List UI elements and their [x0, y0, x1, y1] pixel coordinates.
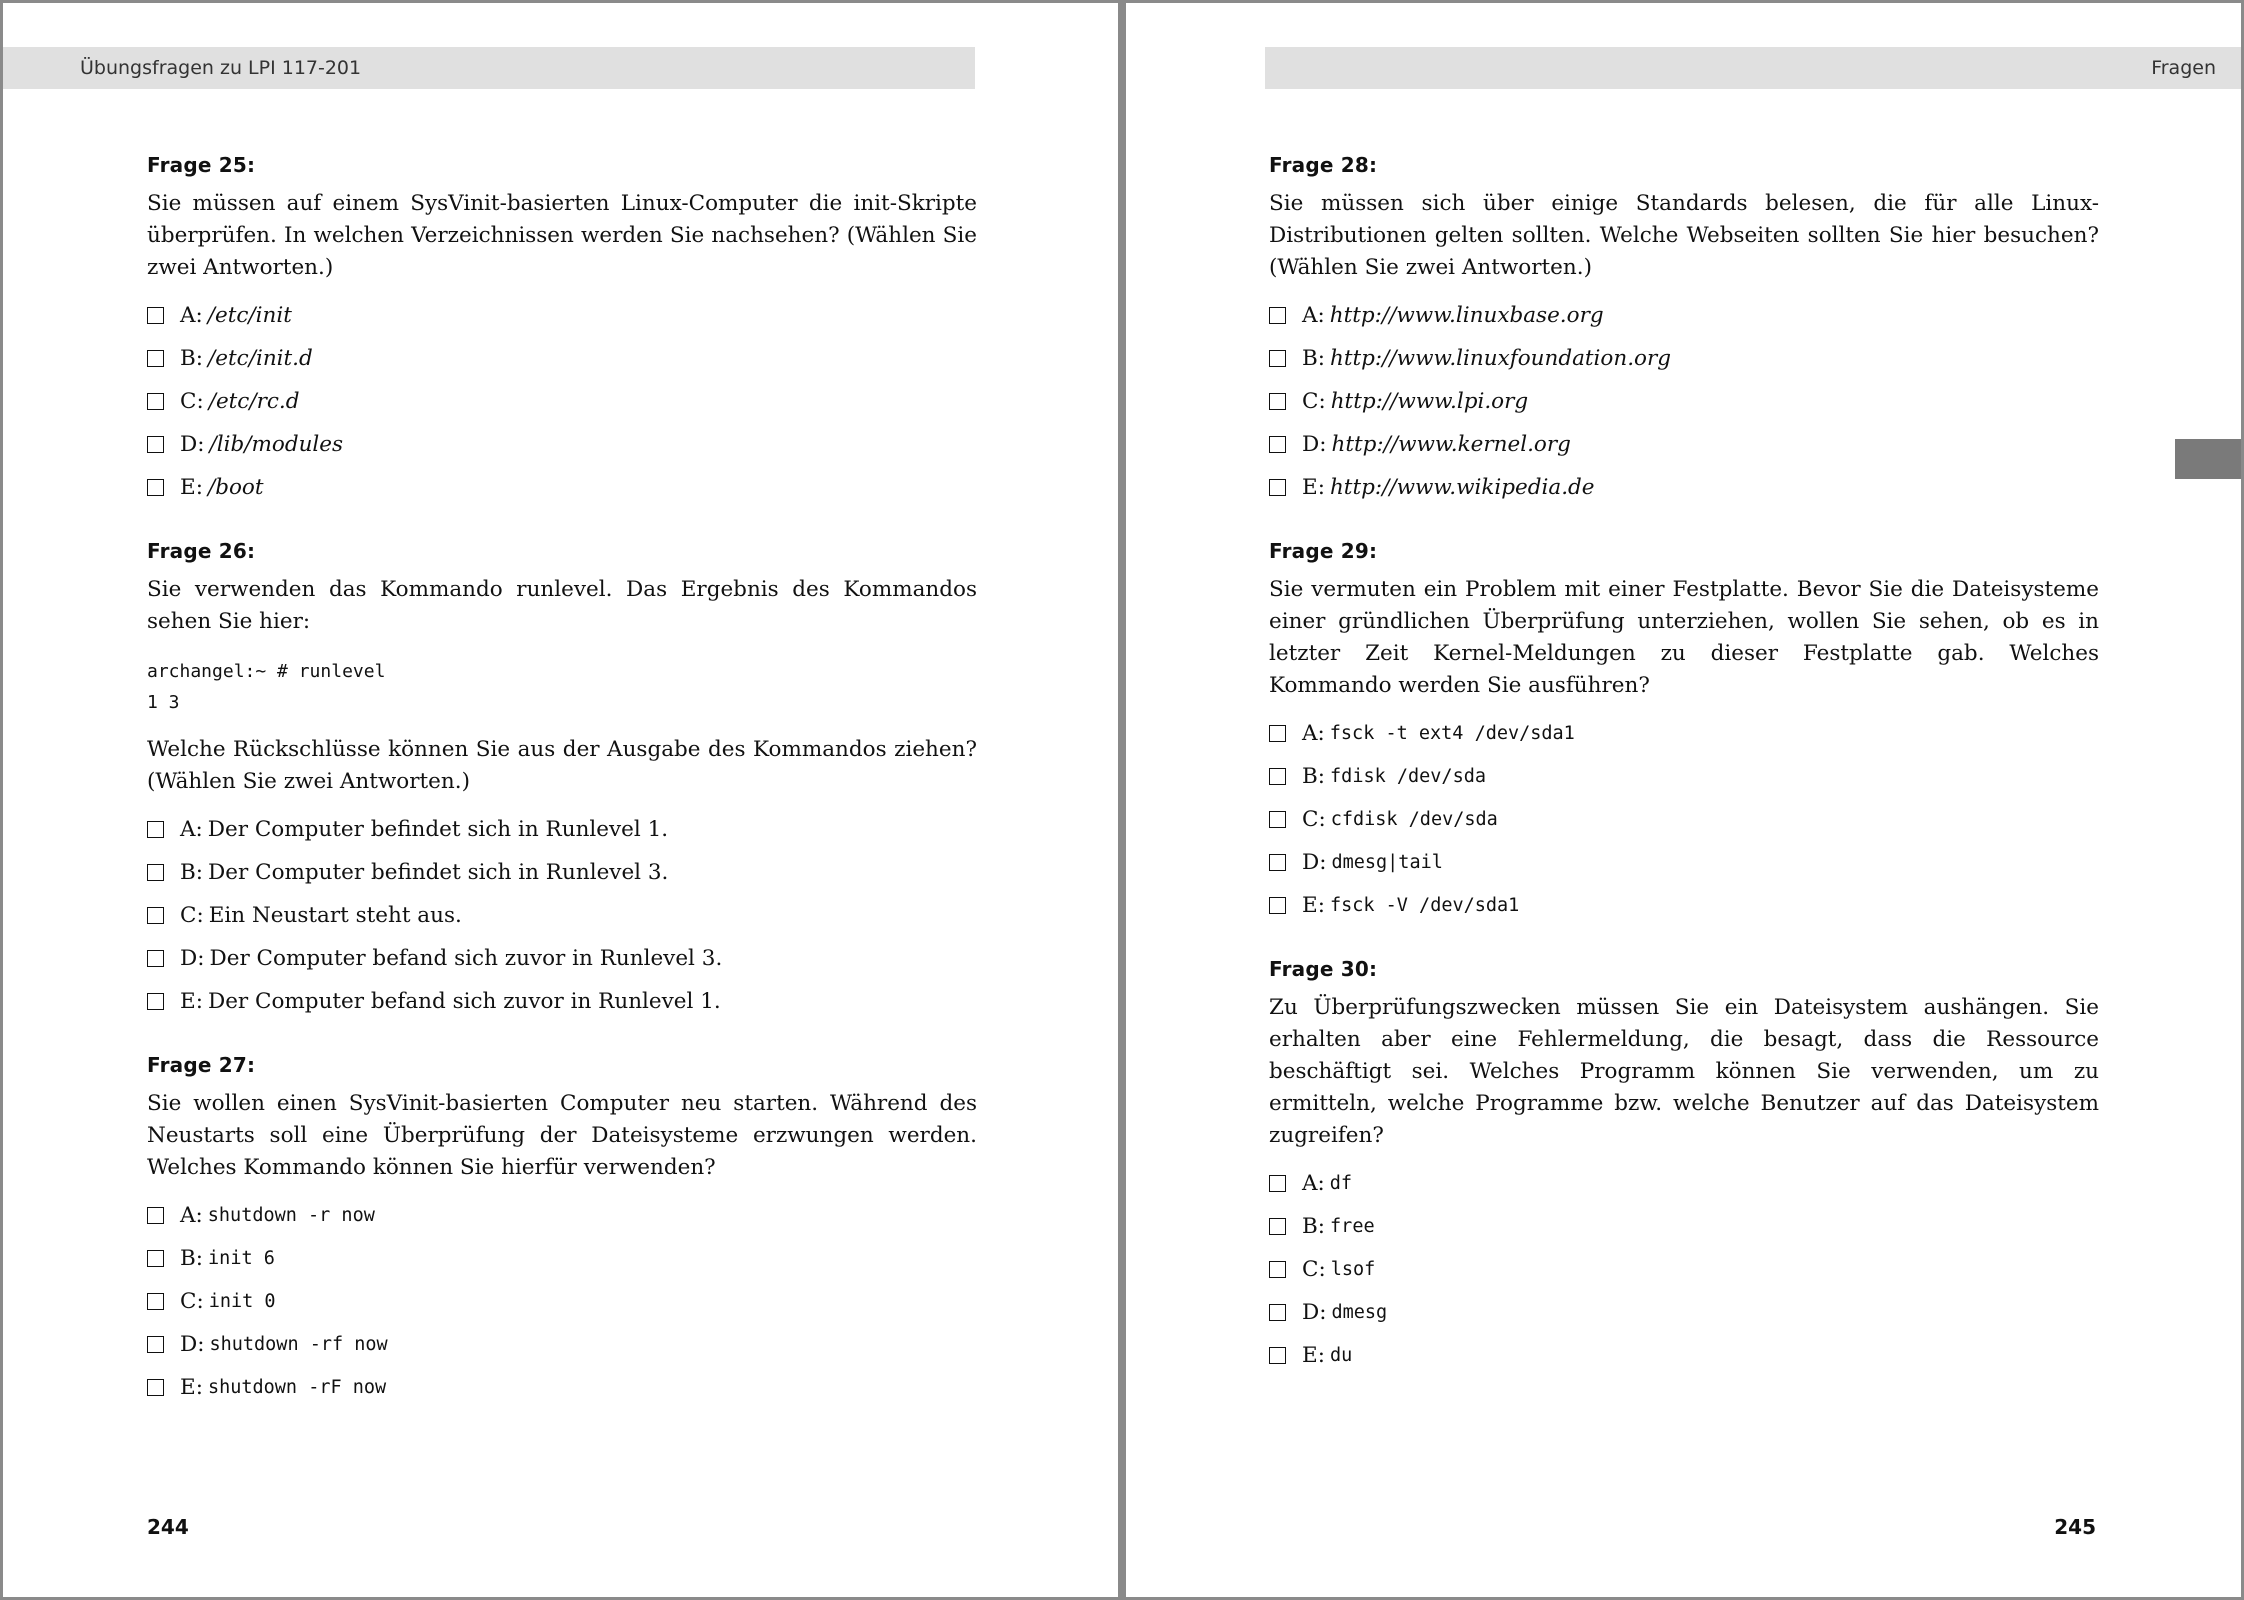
answer-option[interactable]: E: shutdown -rF now [147, 1366, 977, 1409]
question-title: Frage 28: [1269, 153, 1378, 177]
question-text: Zu Überprüfungszwecken müssen Sie ein Dateisystem aushängen. Sie erhalten aber eine Fehlermeldung, die besagt, dass die Ressource beschäftigt sei. Welches Programm können Sie verwenden, um zu ermitteln, welche Programme bzw. welche Benutzer auf das Dateisystem zugreifen? [1269, 995, 2099, 1148]
questions-column [1269, 151, 2099, 1405]
checkbox[interactable] [147, 864, 164, 881]
checkbox[interactable] [147, 993, 164, 1010]
question-text: Sie wollen einen SysVinit-basierten Computer neu starten. Während des Neustarts soll eine Überprüfung der Dateisysteme erzwungen werden. Welches Kommando können Sie hierfür verwenden? [147, 1091, 977, 1180]
option-value: Der Computer befindet sich in Runlevel 3. [208, 859, 669, 885]
option-value: Der Computer befand sich zuvor in Runlevel 3. [209, 945, 723, 971]
question-30 [1269, 955, 2099, 1377]
question-28 [1269, 151, 2099, 509]
checkbox[interactable] [147, 1336, 164, 1353]
answer-option[interactable]: D: shutdown -rf now [147, 1323, 977, 1366]
option-value: shutdown -r now [207, 1204, 375, 1226]
answer-option[interactable]: A: http://www.linuxbase.org [1269, 294, 2099, 337]
page-number: 245 [2054, 1515, 2096, 1539]
checkbox[interactable] [147, 350, 164, 367]
answer-option[interactable]: C: cfdisk /dev/sda [1269, 798, 2099, 841]
answer-option[interactable]: C: init 0 [147, 1280, 977, 1323]
option-value: dmesg [1331, 1301, 1388, 1323]
checkbox[interactable] [1269, 768, 1286, 785]
option-value: init 6 [208, 1247, 275, 1269]
answer-option[interactable]: B: fdisk /dev/sda [1269, 755, 2099, 798]
answer-option[interactable]: A: Der Computer befindet sich in Runlevel 1. [147, 808, 977, 851]
option-value: cfdisk /dev/sda [1330, 808, 1498, 830]
checkbox[interactable] [1269, 897, 1286, 914]
answer-option[interactable]: E: Der Computer befand sich zuvor in Runlevel 1. [147, 980, 977, 1023]
option-value: Der Computer befindet sich in Runlevel 1. [207, 816, 669, 842]
question-title: Frage 27: [147, 1053, 256, 1077]
option-value: http://www.linuxfoundation.org [1330, 345, 1672, 371]
checkbox[interactable] [147, 436, 164, 453]
question-title: Frage 25: [147, 153, 256, 177]
question-text: Sie müssen auf einem SysVinit-basierten Linux-Computer die init-Skripte überprüfen. In welchen Verzeichnissen werden Sie nachsehen? (Wählen Sie zwei Antworten.) [147, 191, 977, 280]
checkbox[interactable] [1269, 1175, 1286, 1192]
checkbox[interactable] [1269, 854, 1286, 871]
answer-option[interactable]: D: http://www.kernel.org [1269, 423, 2099, 466]
question-29 [1269, 537, 2099, 927]
option-value: shutdown -rf now [209, 1333, 388, 1355]
checkbox[interactable] [1269, 725, 1286, 742]
option-value: /lib/modules [209, 431, 344, 457]
question-27 [147, 1051, 977, 1409]
checkbox[interactable] [147, 1379, 164, 1396]
answer-option[interactable]: E: fsck -V /dev/sda1 [1269, 884, 2099, 927]
running-header: Übungsfragen zu LPI 117-201 [3, 47, 975, 89]
option-value: free [1330, 1215, 1375, 1237]
answer-option[interactable]: C: Ein Neustart steht aus. [147, 894, 977, 937]
option-value: Ein Neustart steht aus. [208, 902, 462, 928]
option-value: shutdown -rF now [207, 1376, 387, 1398]
checkbox[interactable] [1269, 393, 1286, 410]
checkbox[interactable] [147, 307, 164, 324]
checkbox[interactable] [1269, 479, 1286, 496]
checkbox[interactable] [147, 907, 164, 924]
option-value: du [1329, 1344, 1353, 1366]
option-value: Der Computer befand sich zuvor in Runlevel 1. [207, 988, 721, 1014]
question-text: Sie vermuten ein Problem mit einer Festplatte. Bevor Sie die Dateisysteme einer gründlichen Überprüfung unterziehen, wollen Sie sehen, ob es in letzter Zeit Kernel-Meldungen zu dieser Festplatte gab. Welches Kommando werden Sie ausführen? [1269, 577, 2099, 698]
answer-option[interactable]: B: free [1269, 1205, 2099, 1248]
left-page [3, 3, 1118, 1597]
option-value: dmesg|tail [1331, 851, 1443, 873]
answer-option[interactable]: D: /lib/modules [147, 423, 977, 466]
option-value: /etc/init.d [208, 345, 313, 371]
checkbox[interactable] [1269, 350, 1286, 367]
checkbox[interactable] [1269, 307, 1286, 324]
questions-column [147, 151, 977, 1437]
option-value: http://www.kernel.org [1331, 431, 1571, 457]
right-page [1126, 3, 2241, 1597]
answer-option[interactable]: D: Der Computer befand sich zuvor in Runlevel 3. [147, 937, 977, 980]
checkbox[interactable] [1269, 811, 1286, 828]
running-header: Fragen [1265, 47, 2241, 89]
checkbox[interactable] [147, 393, 164, 410]
checkbox[interactable] [1269, 1347, 1286, 1364]
option-value: fsck -t ext4 /dev/sda1 [1329, 722, 1575, 744]
question-title: Frage 26: [147, 539, 256, 563]
answer-option[interactable]: A: shutdown -r now [147, 1194, 977, 1237]
checkbox[interactable] [147, 479, 164, 496]
option-value: /etc/init [207, 302, 292, 328]
page-number: 244 [147, 1515, 189, 1539]
checkbox[interactable] [147, 1250, 164, 1267]
chapter-thumb-tab [2175, 439, 2241, 479]
checkbox[interactable] [1269, 1261, 1286, 1278]
checkbox[interactable] [1269, 1218, 1286, 1235]
code-block: archangel:~ # runlevel 1 3 [147, 661, 386, 713]
checkbox[interactable] [1269, 436, 1286, 453]
option-value: http://www.lpi.org [1330, 388, 1529, 414]
checkbox[interactable] [1269, 1304, 1286, 1321]
answer-option[interactable]: A: fsck -t ext4 /dev/sda1 [1269, 712, 2099, 755]
answer-option[interactable]: B: init 6 [147, 1237, 977, 1280]
checkbox[interactable] [147, 1293, 164, 1310]
option-value: fsck -V /dev/sda1 [1329, 894, 1520, 916]
answer-option[interactable]: C: lsof [1269, 1248, 2099, 1291]
answer-option[interactable]: E: /boot [147, 466, 977, 509]
question-title: Frage 30: [1269, 957, 1378, 981]
question-text: Sie verwenden das Kommando runlevel. Das Ergebnis des Kommandos sehen Sie hier: [147, 577, 977, 634]
option-value: fdisk /dev/sda [1330, 765, 1486, 787]
answer-option[interactable]: A: /etc/init [147, 294, 977, 337]
option-value: /boot [207, 474, 264, 500]
checkbox[interactable] [147, 950, 164, 967]
question-text-followup: Welche Rückschlüsse können Sie aus der Ausgabe des Kommandos ziehen? (Wählen Sie zwei Antworten.) [147, 737, 977, 794]
option-value: lsof [1330, 1258, 1376, 1280]
option-value: http://www.wikipedia.de [1329, 474, 1595, 500]
checkbox[interactable] [147, 821, 164, 838]
answer-option[interactable]: B: /etc/init.d [147, 337, 977, 380]
answer-option[interactable]: B: Der Computer befindet sich in Runlevel 3. [147, 851, 977, 894]
answer-option[interactable]: C: /etc/rc.d [147, 380, 977, 423]
answer-option[interactable]: D: dmesg [1269, 1291, 2099, 1334]
option-value: /etc/rc.d [208, 388, 300, 414]
answer-option[interactable]: B: http://www.linuxfoundation.org [1269, 337, 2099, 380]
question-26 [147, 537, 977, 1023]
checkbox[interactable] [147, 1207, 164, 1224]
answer-option[interactable]: C: http://www.lpi.org [1269, 380, 2099, 423]
question-25 [147, 151, 977, 509]
answer-option[interactable]: E: http://www.wikipedia.de [1269, 466, 2099, 509]
question-title: Frage 29: [1269, 539, 1378, 563]
option-value: df [1329, 1172, 1353, 1194]
question-text: Sie müssen sich über einige Standards belesen, die für alle Linux-Distributionen gelten sollten. Welche Webseiten sollten Sie hier besuchen? (Wählen Sie zwei Antworten.) [1269, 191, 2099, 280]
answer-option[interactable]: A: df [1269, 1162, 2099, 1205]
answer-option[interactable]: E: du [1269, 1334, 2099, 1377]
option-value: http://www.linuxbase.org [1329, 302, 1604, 328]
answer-option[interactable]: D: dmesg|tail [1269, 841, 2099, 884]
option-value: init 0 [208, 1290, 276, 1312]
